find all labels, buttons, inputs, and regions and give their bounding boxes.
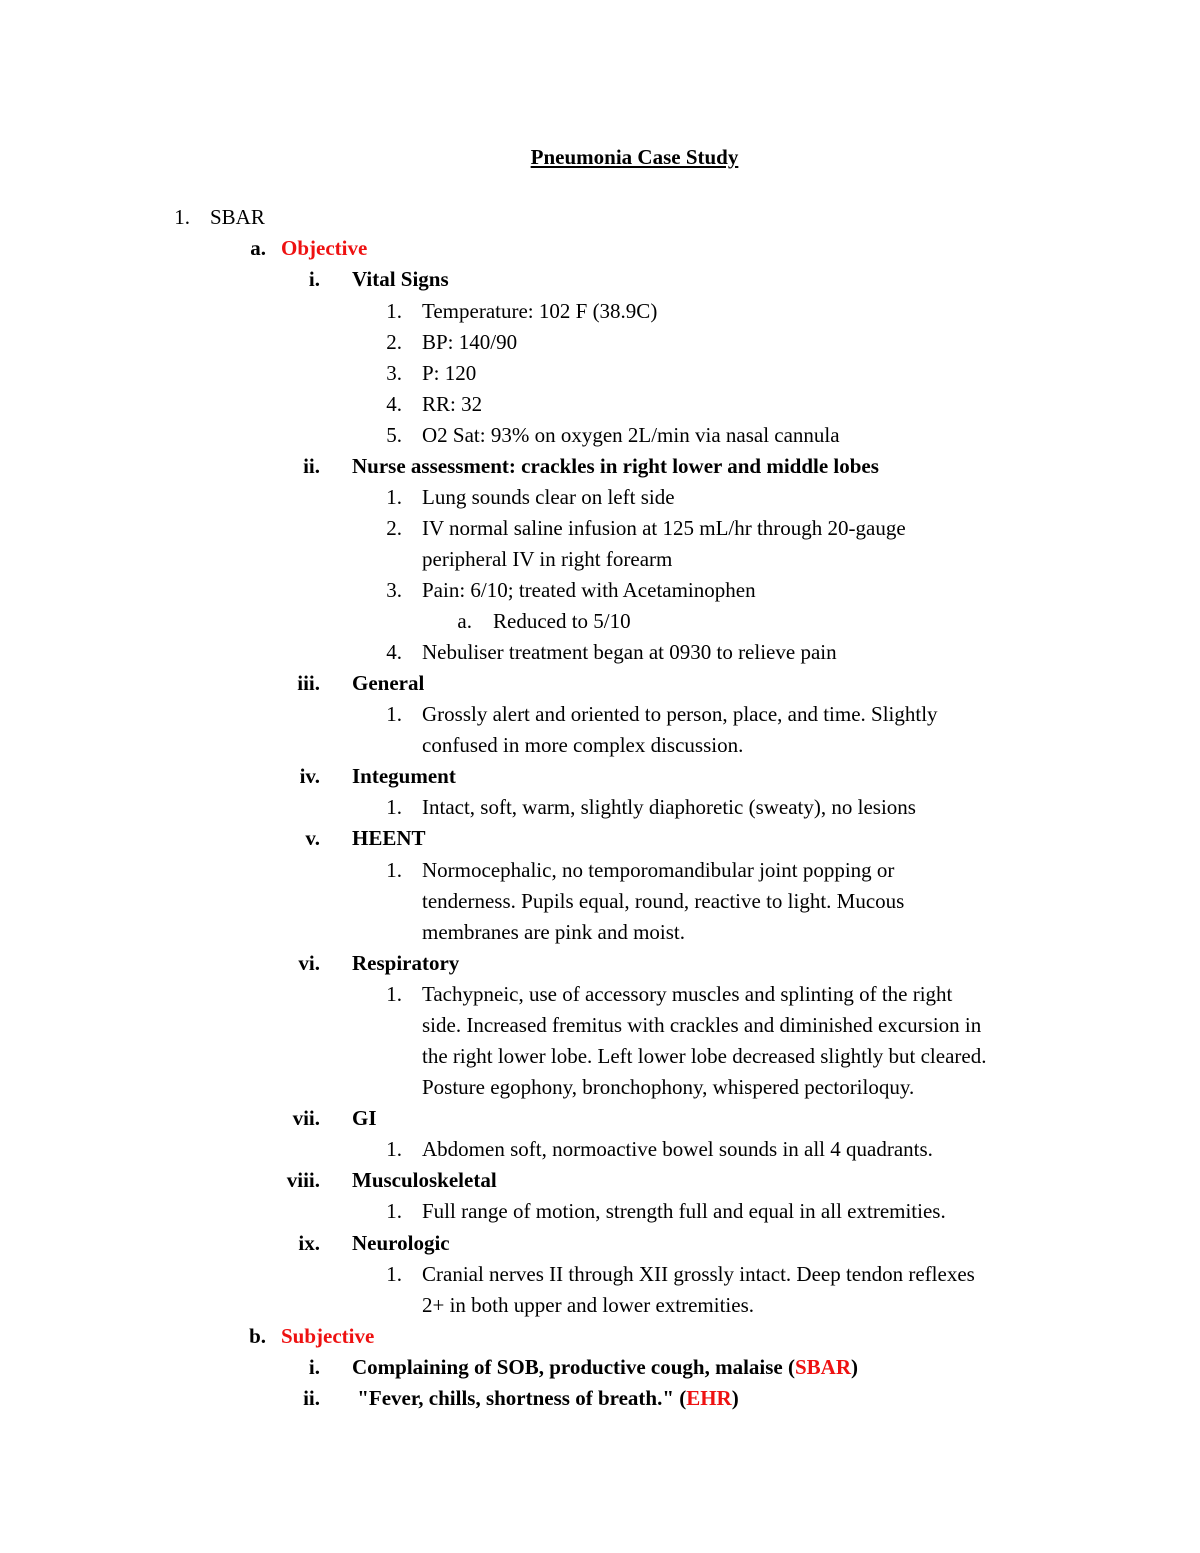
list-marker: 1. [386,1262,402,1286]
list-marker: a. [457,609,472,633]
list-item: Grossly alert and oriented to person, place, and time. Slightly [422,702,938,726]
list-item: Intact, soft, warm, slightly diaphoretic (sweaty), no lesions [422,795,916,819]
list-item-continuation: side. Increased fremitus with crackles and diminished excursion in [422,1013,982,1037]
list-item: O2 Sat: 93% on oxygen 2L/min via nasal cannula [422,423,840,447]
list-marker: a. [250,236,266,260]
list-marker: 4. [386,640,402,664]
complaint-text: Complaining of SOB, productive cough, malaise ( [352,1355,795,1379]
list-item-continuation: 2+ in both upper and lower extremities. [422,1293,755,1317]
paren-close: ) [851,1355,859,1379]
list-marker: 1. [386,982,402,1006]
paren-close: ) [731,1386,739,1410]
list-item-continuation: membranes are pink and moist. [422,920,686,944]
subjective-quote [352,1383,739,1414]
list-marker: i. [308,267,320,291]
list-marker: vi. [298,951,320,975]
list-item: Tachypneic, use of accessory muscles and splinting of the right [422,982,953,1006]
list-marker: vii. [292,1106,320,1130]
list-item: BP: 140/90 [422,330,518,354]
list-item-continuation: tenderness. Pupils equal, round, reactive to light. Mucous [422,889,905,913]
list-marker: 1. [386,485,402,509]
list-item: Lung sounds clear on left side [422,485,675,509]
list-item: RR: 32 [422,392,483,416]
list-marker: 1. [386,299,402,323]
list-item-continuation: the right lower lobe. Left lower lobe decreased slightly but cleared. [422,1044,987,1068]
list-item-continuation: Posture egophony, bronchophony, whispered pectoriloquy. [422,1075,915,1099]
source-tag-ehr: EHR [686,1386,732,1410]
list-marker: ix. [298,1231,320,1255]
list-marker: 1. [386,702,402,726]
section-heading-sbar: SBAR [210,205,265,229]
list-item: Pain: 6/10; treated with Acetaminophen [422,578,756,602]
subsection-heading-musculoskeletal: Musculoskeletal [352,1168,497,1192]
subsection-heading-vitals: Vital Signs [352,267,449,291]
list-marker: b. [249,1324,266,1348]
section-heading-subjective: Subjective [281,1324,375,1348]
subsection-heading-nurse-assessment: Nurse assessment: crackles in right lower and middle lobes [352,454,879,478]
list-marker: ii. [303,1386,320,1410]
list-marker: 1. [386,1199,402,1223]
list-subitem: Reduced to 5/10 [493,609,631,633]
list-marker: 2. [386,330,402,354]
list-item: Cranial nerves II through XII grossly intact. Deep tendon reflexes [422,1262,975,1286]
list-marker: v. [305,826,320,850]
list-marker: i. [308,1355,320,1379]
list-item: Temperature: 102 F (38.9C) [422,299,658,323]
document-title: Pneumonia Case Study [530,145,739,169]
subjective-complaint [352,1352,858,1383]
list-item: Normocephalic, no temporomandibular joint popping or [422,858,895,882]
list-marker: 1. [174,205,190,229]
list-marker: 3. [386,578,402,602]
source-tag-sbar: SBAR [795,1355,852,1379]
subsection-heading-respiratory: Respiratory [352,951,460,975]
list-item: Abdomen soft, normoactive bowel sounds in all 4 quadrants. [422,1137,933,1161]
list-marker: 4. [386,392,402,416]
section-heading-objective: Objective [281,236,368,260]
list-marker: 1. [386,858,402,882]
list-marker: 1. [386,795,402,819]
list-marker: iii. [297,671,320,695]
list-marker: iv. [299,764,320,788]
list-item: Full range of motion, strength full and equal in all extremities. [422,1199,946,1223]
list-item-continuation: confused in more complex discussion. [422,733,744,757]
list-marker: viii. [286,1168,320,1192]
list-item: IV normal saline infusion at 125 mL/hr through 20-gauge [422,516,906,540]
list-item: P: 120 [422,361,477,385]
subsection-heading-general: General [352,671,425,695]
list-item: Nebuliser treatment began at 0930 to relieve pain [422,640,837,664]
list-marker: 3. [386,361,402,385]
list-marker: ii. [303,454,320,478]
subsection-heading-integument: Integument [352,764,456,788]
quote-text: "Fever, chills, shortness of breath." ( [352,1386,687,1410]
subsection-heading-gi: GI [352,1106,377,1130]
subsection-heading-heent: HEENT [352,826,426,850]
list-marker: 5. [386,423,402,447]
list-item-continuation: peripheral IV in right forearm [422,547,673,571]
list-marker: 1. [386,1137,402,1161]
list-marker: 2. [386,516,402,540]
subsection-heading-neurologic: Neurologic [352,1231,450,1255]
